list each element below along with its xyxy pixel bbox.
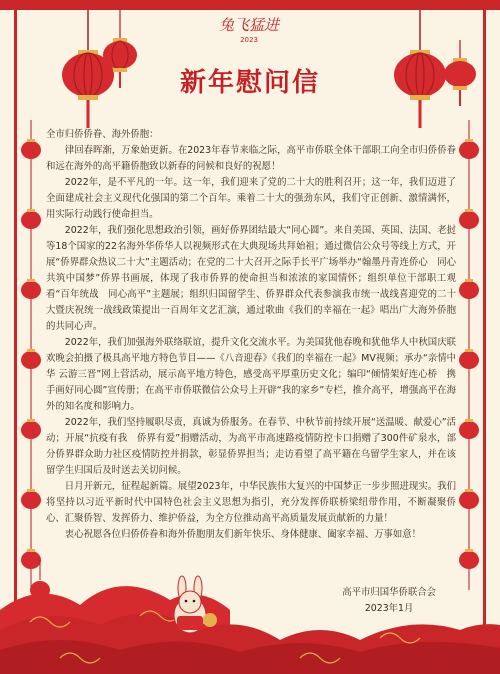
bottom-cloud-decoration (0, 560, 500, 674)
paragraph: 律回春晖渐，万象始更新。在2023年春节来临之际，高平市侨联全体干部职工向全市归侨侨眷和远在海外的高平籍侨胞致以新春的问候和良好的祝愿！ (46, 145, 456, 172)
logo-subtext: 2023 (240, 36, 258, 44)
lantern-column-left-icon (17, 120, 45, 590)
logo-text: 兔飞猛进 (218, 16, 280, 34)
paragraph: 2022年，我们坚持履职尽责，真诚为侨服务。在春节、中秋节前持续开展“送温暖、献爱心”活动；开展“抗疫有我 侨界有爱”捐赠活动，为高平市高速路疫情防控卡口捐赠了300件矿泉水，部分侨界群众助力社区疫情防控并捐款，彰显侨界担当；走访看望了高平籍在乌留学生家人，并在该留学生归国后及时送去关切问候。 (46, 417, 456, 476)
signature-org: 高平市归国华侨联合会 (342, 587, 436, 598)
paragraph: 2022年，是不平凡的一年。这一年，我们迎来了党的二十大的胜利召开；这一年，我们迈进了全面建成社会主义现代化强国的第二个百年。乘着二十大的强劲东风，我们守正创新、激情满怀，用实际行动践行使命担当。 (46, 177, 456, 220)
page-title: 新年慰问信 (179, 68, 320, 98)
paragraph: 衷心祝愿各位归侨侨眷和海外侨胞朋友们新年快乐、身体健康、阖家幸福、万事如意！ (64, 529, 422, 540)
rabbit-year-logo (214, 8, 284, 48)
signature-date: 2023年1月 (364, 603, 414, 614)
salutation: 全市归侨侨眷、海外侨胞： (46, 129, 159, 140)
lantern-column-right-icon (455, 120, 483, 590)
paragraph: 日月开新元，征程起新篇。展望2023年，中华民族伟大复兴的中国梦正一步步照进现实。我们将坚持以习近平新时代中国特色社会主义思想为指引，充分发挥侨联桥梁纽带作用，不断凝聚侨心、汇聚侨智、发挥侨力、维护侨益，为全方位推动高平高质量发展贡献新的力量！ (46, 481, 456, 524)
letter-body (46, 127, 456, 543)
signature-block (342, 585, 436, 617)
paragraph: 2022年，我们强化思想政治引领，画好侨界团结最大“同心圆”。来自美国、英国、法国、老挝等18个国家的22名海外华侨华人以视频形式在大典现场共拜始祖；通过微信公众号等线上方式，开展“侨界群众热议二十大”主题活动；在党的二十大召开之际手长平广场举办“翰墨丹青连侨心 同心共筑中国梦”侨界书画展，体现了我市侨界的使命担当和浓浓的家国情怀；组织单位干部职工观看“百年统战 同心高平”主题展；组织归国留学生、侨界群众代表参演我市统一战线喜迎党的二十大暨庆祝统一战线政策提出一百周年文艺汇演，通过歌曲《我们的幸福在一起》唱出广大海外侨胞的共同心声。 (46, 225, 456, 332)
paragraph: 2022年，我们加强海外联络联谊，提升文化交流水平。为美国犹他春晚和犹他华人中秋国庆联欢晚会拍摄了极具高平地方特色节目——《八音迎春》《我们的幸福在一起》MV视频；承办“亲情中华 云游三晋”网上营活动，展示高平地方特色，感受高平厚重历史文化；编印“倾情架好连心桥 携手画好同心圆”宣传册；在高平市侨联微信公众号上开辟“我的家乡”专栏，推介高平，增强高平在海外的知名度和影响力。 (46, 337, 456, 412)
